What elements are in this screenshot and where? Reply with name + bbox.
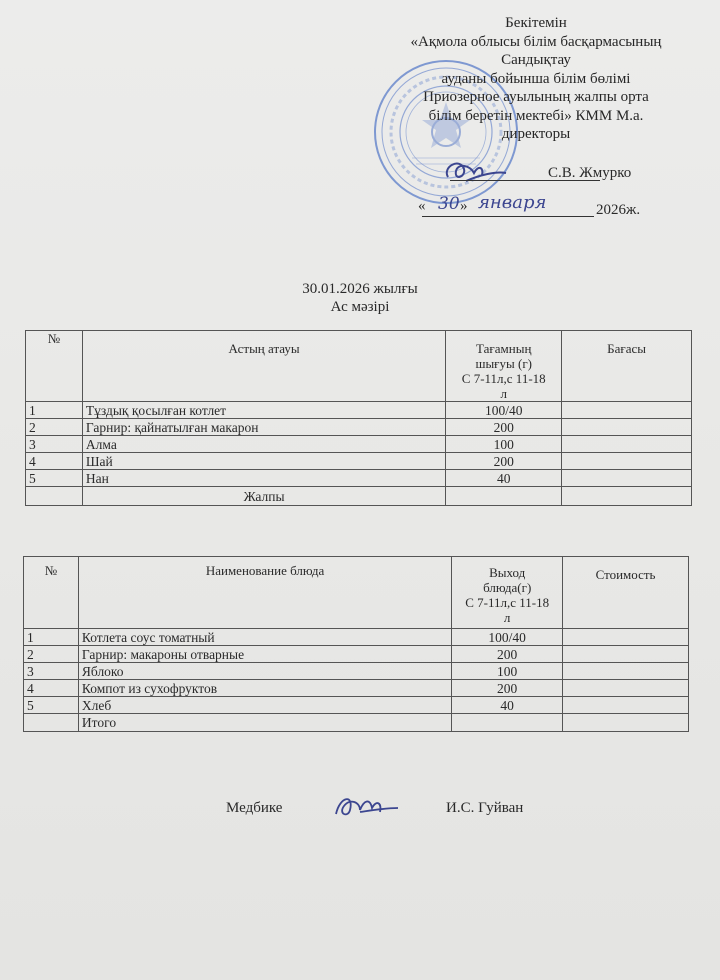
dish-amount: 200 bbox=[446, 453, 562, 470]
total-label: Итого bbox=[78, 714, 451, 732]
approval-block bbox=[380, 14, 692, 144]
nurse-role: Медбике bbox=[226, 800, 283, 816]
menu-date: 30.01.2026 жылғы bbox=[302, 281, 418, 297]
row-number: 1 bbox=[24, 629, 79, 646]
date-year: 2026ж. bbox=[596, 202, 641, 218]
yield-header-line: С 7-11л,с 11-18 bbox=[461, 371, 546, 386]
table-row bbox=[26, 453, 692, 470]
column-header-name: Астың атауы bbox=[82, 331, 445, 402]
dish-name: Шай bbox=[82, 453, 445, 470]
approval-line: директоры bbox=[501, 126, 571, 142]
dish-price bbox=[562, 419, 692, 436]
table-row bbox=[26, 436, 692, 453]
column-header-number: № bbox=[24, 557, 79, 629]
table-row bbox=[24, 680, 689, 697]
total-number-cell bbox=[26, 487, 83, 506]
column-header-number: № bbox=[26, 331, 83, 402]
date-month: января bbox=[478, 192, 547, 213]
row-number: 4 bbox=[26, 453, 83, 470]
row-number: 5 bbox=[24, 697, 79, 714]
row-number: 3 bbox=[26, 436, 83, 453]
menu-title: Ас мәзірі bbox=[330, 299, 390, 315]
yield-header-line: С 7-11л,с 11-18 bbox=[465, 595, 550, 610]
approval-line: Сандықтау bbox=[501, 52, 571, 68]
total-number-cell bbox=[24, 714, 79, 732]
column-header-name: Наименование блюда bbox=[78, 557, 451, 629]
dish-name: Котлета соус томатный bbox=[78, 629, 451, 646]
dish-name: Хлеб bbox=[78, 697, 451, 714]
dish-name: Нан bbox=[82, 470, 445, 487]
dish-price bbox=[562, 470, 692, 487]
column-header-yield bbox=[446, 331, 562, 402]
approval-line: Приозерное ауылының жалпы орта bbox=[423, 89, 649, 105]
approval-line: ауданы бойынша білім бөлімі bbox=[441, 70, 631, 87]
table-total-row bbox=[26, 487, 692, 506]
date-open-quote: « bbox=[418, 198, 426, 214]
table-total-row bbox=[24, 714, 689, 732]
table-header-row bbox=[26, 331, 692, 402]
yield-header-line: Тағамның bbox=[476, 341, 532, 356]
dish-amount: 200 bbox=[452, 680, 563, 697]
column-header-price: Бағасы bbox=[562, 331, 692, 402]
menu-table-ru bbox=[23, 556, 689, 732]
table-row bbox=[26, 419, 692, 436]
table-row bbox=[26, 402, 692, 419]
date-underline bbox=[422, 216, 594, 217]
director-signature-row bbox=[430, 165, 690, 187]
row-number: 3 bbox=[24, 663, 79, 680]
table-row bbox=[24, 629, 689, 646]
dish-name: Яблоко bbox=[78, 663, 451, 680]
dish-amount: 100 bbox=[452, 663, 563, 680]
nurse-name: И.С. Гуйван bbox=[446, 800, 524, 816]
dish-amount: 200 bbox=[452, 646, 563, 663]
column-header-price: Стоимость bbox=[563, 557, 689, 629]
dish-name: Гарнир: қайнатылған макарон bbox=[82, 419, 445, 436]
dish-amount: 40 bbox=[452, 697, 563, 714]
dish-price bbox=[562, 453, 692, 470]
date-close-quote: » bbox=[460, 198, 468, 214]
dish-name: Гарнир: макароны отварные bbox=[78, 646, 451, 663]
table-header-row bbox=[24, 557, 689, 629]
row-number: 4 bbox=[24, 680, 79, 697]
dish-price bbox=[562, 436, 692, 453]
dish-amount: 100/40 bbox=[446, 402, 562, 419]
dish-name: Алма bbox=[82, 436, 445, 453]
total-amount-cell bbox=[452, 714, 563, 732]
approval-line: «Ақмола облысы білім басқармасының bbox=[410, 33, 662, 50]
director-name: С.В. Жмурко bbox=[548, 165, 632, 181]
nurse-signature bbox=[330, 788, 400, 824]
yield-header-line: л bbox=[500, 386, 507, 401]
row-number: 5 bbox=[26, 470, 83, 487]
footer-signature bbox=[0, 798, 720, 838]
yield-header-line: л bbox=[503, 610, 511, 625]
table-row bbox=[26, 470, 692, 487]
total-label: Жалпы bbox=[82, 487, 445, 506]
total-price-cell bbox=[562, 487, 692, 506]
row-number: 2 bbox=[26, 419, 83, 436]
total-amount-cell bbox=[446, 487, 562, 506]
dish-amount: 100 bbox=[446, 436, 562, 453]
approval-line: білім беретін мектебі» КММ М.а. bbox=[428, 107, 644, 124]
dish-name: Компот из сухофруктов bbox=[78, 680, 451, 697]
dish-amount: 200 bbox=[446, 419, 562, 436]
yield-header-line: Выход bbox=[489, 565, 526, 580]
date-day: 30 bbox=[438, 194, 460, 214]
dish-price bbox=[563, 680, 689, 697]
column-header-yield bbox=[452, 557, 563, 629]
row-number: 2 bbox=[24, 646, 79, 663]
approval-line: Бекітемін bbox=[505, 15, 567, 31]
table-row bbox=[24, 697, 689, 714]
yield-header-line: блюда(г) bbox=[483, 580, 532, 595]
dish-amount: 100/40 bbox=[452, 629, 563, 646]
director-signature bbox=[440, 155, 510, 189]
table-row bbox=[24, 646, 689, 663]
yield-header-line: шығуы (г) bbox=[475, 356, 532, 371]
total-price-cell bbox=[563, 714, 689, 732]
dish-name: Тұздық қосылған котлет bbox=[82, 402, 445, 419]
menu-table-kz bbox=[25, 330, 692, 506]
dish-price bbox=[563, 646, 689, 663]
dish-amount: 40 bbox=[446, 470, 562, 487]
dish-price bbox=[563, 629, 689, 646]
dish-price bbox=[562, 402, 692, 419]
table-row bbox=[24, 663, 689, 680]
approval-date bbox=[418, 192, 678, 224]
dish-price bbox=[563, 697, 689, 714]
row-number: 1 bbox=[26, 402, 83, 419]
dish-price bbox=[563, 663, 689, 680]
